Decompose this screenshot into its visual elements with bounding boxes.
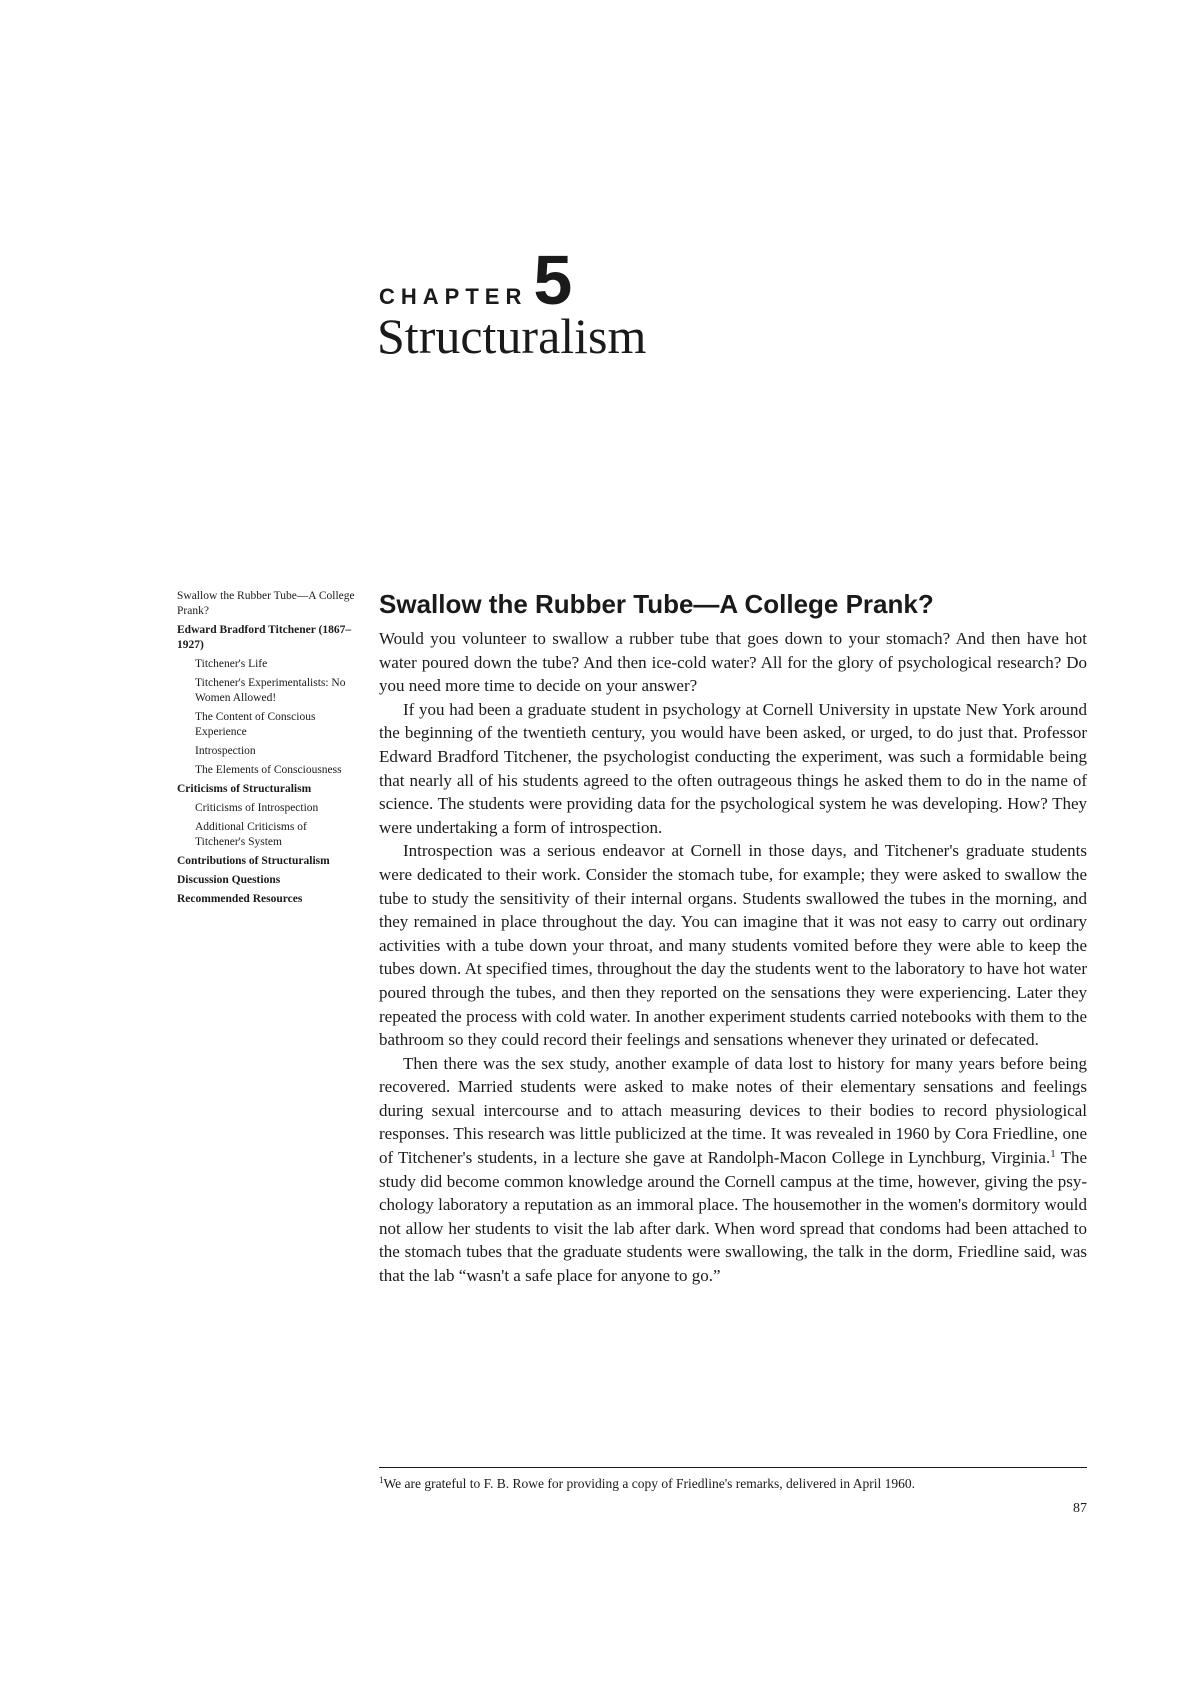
footnote-text: We are grateful to F. B. Rowe for providing a copy of Friedline's remarks, delivered in April 1960. xyxy=(383,1476,916,1491)
section-heading: Swallow the Rubber Tube—A College Prank? xyxy=(379,589,934,619)
body-paragraph xyxy=(379,627,1087,698)
outline-item: Titchener's Experimentalists: No Women Allowed! xyxy=(195,677,346,704)
chapter-word: CHAPTER xyxy=(379,284,528,309)
outline-item: Recommended Resources xyxy=(177,893,303,905)
outline-item: The Elements of Consciousness xyxy=(195,764,342,776)
outline-item: The Content of Conscious Experience xyxy=(195,711,316,738)
outline-item: Criticisms of Structuralism xyxy=(177,783,312,795)
outline-item: Additional Criticisms of Titchener's System xyxy=(195,821,307,848)
outline-item: Titchener's Life xyxy=(195,658,268,670)
paragraph-text: Introspection was a serious endeavor at Cornell in those days, and Titchener's graduate students were dedicated to their work. Consider the stomach tube, for example; they were asked to swallow the tube to study the sensitivity of their internal organs. Students swallowed the tubes in the morning, and they remained in place throughout the day. You can imagine that it was not easy to carry out ordinary activities with a tube down your throat, and many students vomited before they were able to keep the tubes down. At specified times, throughout the day the students went to the laboratory to have hot water poured through the tubes, and then they reported on the sensations they were experiencing. Later they repeated the process with cold water. In another experiment students carried notebooks with them to the bathroom so they could record their feelings and sensations whenever they urinated or defecated. xyxy=(379,841,1087,1050)
chapter-number: 5 xyxy=(533,241,573,319)
chapter-label xyxy=(379,241,573,319)
footnote-marker: 1 xyxy=(379,1475,384,1485)
footnote xyxy=(379,1475,1087,1493)
outline-item: Swallow the Rubber Tube—A College Prank? xyxy=(177,590,355,617)
footnote-rule xyxy=(379,1467,1087,1468)
paragraph-text-continued: The study did become common knowledge around the Cornell campus at the time, however, giving the psychology laboratory a reputation as an immoral place. The housemother in the women's dormitory would not allow her students to visit the lab after dark. When word spread that condoms had been attached to the stomach tubes that the graduate students were swallowing, the talk in the dorm, Friedline said, was that the lab “wasn't a safe place for anyone to go.” xyxy=(379,1148,1087,1286)
page-number: 87 xyxy=(1073,1501,1087,1516)
chapter-title: Structuralism xyxy=(377,308,647,364)
outline-item: Introspection xyxy=(195,745,256,757)
body-paragraph xyxy=(379,698,1087,840)
body-paragraph xyxy=(379,1052,1087,1288)
outline-item: Edward Bradford Titchener (1867–1927) xyxy=(177,624,352,651)
paragraph-text: Then there was the sex study, another example of data lost to history for many years before being recovered. Married students were asked to make notes of their elementary sensations and feelings during sexual intercourse and to attach measuring devices to their bodies to record physiological responses. This research was little publicized at the time. It was revealed in 1960 by Cora Friedline, one of Titchener's students, in a lecture she gave at Randolph-Macon College in Lynchburg, Virginia. xyxy=(379,1053,1087,1168)
outline-item: Criticisms of Introspection xyxy=(195,802,319,814)
paragraph-text: If you had been a graduate student in psychology at Cornell University in upstate New York around the beginning of the twentieth century, you would have been asked, or urged, to do just that. Professor Edward Bradford Titchener, the psychologist conducting the experiment, was such a formidable being that nearly all of his students agreed to the often outrageous things he asked them to do in the name of science. The students were providing data for the psychological system he was developing. How? They were undertaking a form of introspection. xyxy=(379,699,1087,837)
footnote-reference: 1 xyxy=(1050,1148,1056,1161)
paragraph-text: Would you volunteer to swallow a rubber tube that goes down to your stomach? And then have hot water poured down the tube? And then ice-cold water? All for the glory of psychological research? Do you need more time to decide on your answer? xyxy=(379,629,1087,696)
body-text xyxy=(379,627,1087,1288)
chapter-outline xyxy=(177,589,355,911)
outline-item: Contributions of Structuralism xyxy=(177,855,330,867)
body-paragraph xyxy=(379,839,1087,1051)
outline-item: Discussion Questions xyxy=(177,874,281,886)
